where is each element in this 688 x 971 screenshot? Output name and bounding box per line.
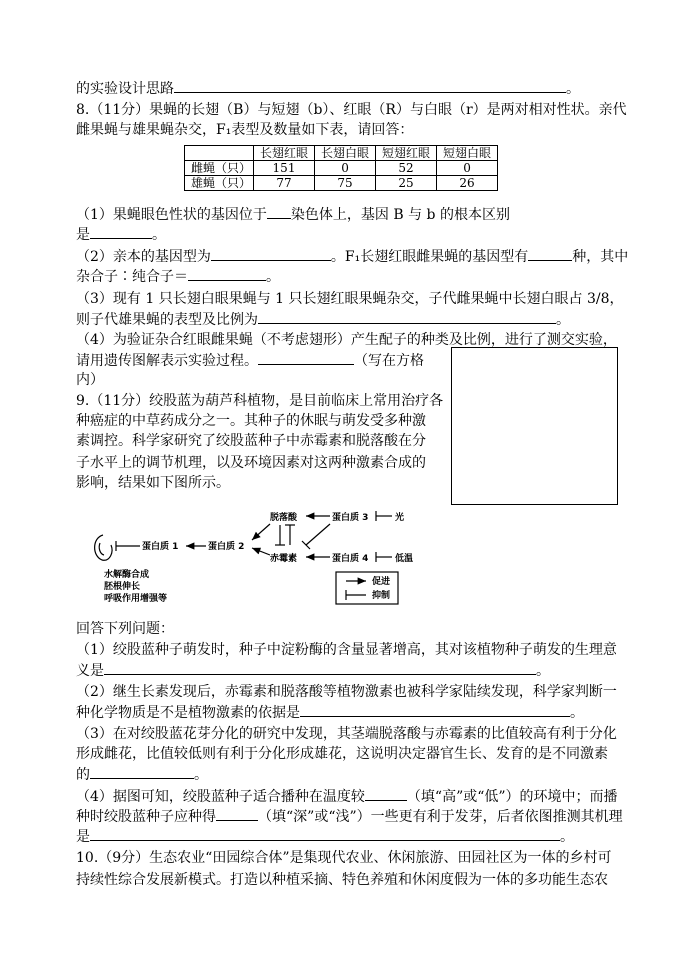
answer-blank[interactable] <box>216 806 258 821</box>
answer-prompt: 回答下列问题： <box>76 621 174 637</box>
table-cell: 0 <box>315 161 376 176</box>
answer-blank[interactable] <box>104 660 536 675</box>
question-9-3-cont2 <box>76 764 208 785</box>
text: 。 <box>566 81 580 97</box>
output-hydrolase-label: 水解酶合成 <box>104 570 150 580</box>
question-9-1: （1）绞股蓝种子萌发时，种子中淀粉酶的含量显著增高，其对该植物种子萌发的生理意 <box>76 642 617 658</box>
question-9-stem: 子水平上的调节机理，以及环境因素对这两种激素合成的 <box>76 455 426 471</box>
text: 。 <box>570 705 584 721</box>
text: （4）据图可知，绞股蓝种子适合播种在温度较 <box>76 789 365 805</box>
question-9-4-cont <box>76 806 623 827</box>
question-10-stem-2: 持续性综合发展新模式。打造以种植采摘、特色养殖和休闲度假为一体的多功能生态农 <box>76 872 608 888</box>
text: （填“深”或“浅”）一些更有利于发芽，后者依图推测其机理 <box>258 809 623 825</box>
text: 是 <box>76 227 90 243</box>
abscisic-acid-label: 脱落酸 <box>270 513 298 523</box>
table-cell: 短翅白眼 <box>437 146 498 161</box>
text: 。 <box>560 829 574 845</box>
text: 。 <box>152 227 166 243</box>
text: 。 <box>194 767 208 783</box>
text: 请用遗传图解表示实验过程。 <box>76 353 258 369</box>
table-cell: 151 <box>254 161 315 176</box>
text: （填“高”或“低”）的环境中；而播 <box>406 789 618 805</box>
question-8-stem-2: 雌果蝇与雄果蝇杂交，F₁表型及数量如下表，请回答： <box>76 122 414 138</box>
answer-blank[interactable] <box>365 786 407 801</box>
legend-promote-label: 促进 <box>372 577 391 587</box>
answer-blank[interactable] <box>90 826 560 841</box>
low-temperature-label: 低温 <box>395 554 414 564</box>
protein-2-label: 蛋白质 2 <box>208 542 245 552</box>
answer-blank[interactable] <box>300 702 570 717</box>
question-8-stem: 8.（11分）果蝇的长翅（B）与短翅（b）、红眼（R）与白眼（r）是两对相对性状。亲代 <box>76 102 627 118</box>
question-9-stem: 9.（11分）绞股蓝为葫芦科植物，是目前临床上常用治疗各 <box>76 393 444 409</box>
table-cell: 0 <box>437 161 498 176</box>
text: 。 <box>536 663 550 679</box>
text: 。 <box>266 269 280 285</box>
text: 种化学物质是不是植物激素的依据是 <box>76 705 300 721</box>
table-cell: 雄蝇（只） <box>185 176 254 191</box>
protein-1-label: 蛋白质 1 <box>142 542 179 552</box>
text: 义是 <box>76 663 104 679</box>
table-cell: 77 <box>254 176 315 191</box>
text: 种时绞股蓝种子应种得 <box>76 809 216 825</box>
question-9-3: （3）在对绞股蓝花芽分化的研究中发现，其茎端脱落酸与赤霉素的比值较高有利于分化 <box>76 726 617 742</box>
question-10-stem: 10.（9分）生态农业“田园综合体”是集现代农业、休闲旅游、田园社区为一体的乡村可 <box>76 850 612 866</box>
text: 则子代雄果蝇的表型及比例为 <box>76 312 258 328</box>
question-8-3: （3）现有 1 只长翅白眼果蝇与 1 只长翅红眼果蝇杂交，子代雌果蝇中长翅白眼占 3/8， <box>76 291 624 307</box>
answer-blank[interactable] <box>90 764 194 779</box>
text: （2）亲本的基因型为 <box>76 249 211 265</box>
question-9-stem: 影响，结果如下图所示。 <box>76 475 230 491</box>
protein-3-label: 蛋白质 3 <box>332 513 369 523</box>
table-cell: 52 <box>376 161 437 176</box>
text: 染色体上，基因 B 与 b 的根本区别 <box>290 207 510 223</box>
table-cell: 雌蝇（只） <box>185 161 254 176</box>
question-9-stem: 种癌症的中草药成分之一。其种子的休眠与萌发受多种激 <box>76 413 426 429</box>
text: 的 <box>76 767 90 783</box>
text: 种，其中 <box>572 249 629 265</box>
question-9-1-cont <box>76 660 550 681</box>
text: 。F₁长翅红眼雌果蝇的基因型有 <box>330 249 529 265</box>
seed-icon <box>95 535 112 560</box>
text: （写在方格 <box>354 353 424 369</box>
output-respiration-label: 呼吸作用增强等 <box>104 594 168 604</box>
question-9-3-cont: 形成雌花，比值较低则有利于分化形成雄花，这说明决定器官生长、发育的是不同激素 <box>76 746 608 762</box>
table-cell: 26 <box>437 176 498 191</box>
text: 是 <box>76 829 90 845</box>
question-9-stem: 素调控。科学家研究了绞股蓝种子中赤霉素和脱落酸在分 <box>76 433 426 449</box>
question-9-2-cont <box>76 702 584 723</box>
question-9-4-cont2 <box>76 826 574 847</box>
table-cell: 长翅白眼 <box>315 146 376 161</box>
output-radicle-label: 胚根伸长 <box>104 582 141 592</box>
question-9-4 <box>76 786 618 807</box>
question-8-4-cont2: 内） <box>76 372 104 388</box>
light-label: 光 <box>395 513 405 523</box>
legend-inhibit-label: 抑制 <box>372 591 391 601</box>
text: 。 <box>556 312 570 328</box>
table-cell: 短翅红眼 <box>376 146 437 161</box>
gibberellin-label: 赤霉素 <box>270 554 298 564</box>
text: 杂合子∶纯合子＝ <box>76 269 188 285</box>
protein-4-label: 蛋白质 4 <box>332 554 369 564</box>
question-9-2: （2）继生长素发现后，赤霉素和脱落酸等植物激素也被科学家陆续发现，科学家判断一 <box>76 684 617 700</box>
table-cell: 75 <box>315 176 376 191</box>
table-cell: 25 <box>376 176 437 191</box>
text: 的实验设计思路 <box>76 81 174 97</box>
text: （1）果蝇眼色性状的基因位于 <box>76 207 267 223</box>
table-cell: 长翅红眼 <box>254 146 315 161</box>
question-8-4: （4）为验证杂合红眼雌果蝇（不考虑翅形）产生配子的种类及比例，进行了测交实验， <box>76 332 617 348</box>
